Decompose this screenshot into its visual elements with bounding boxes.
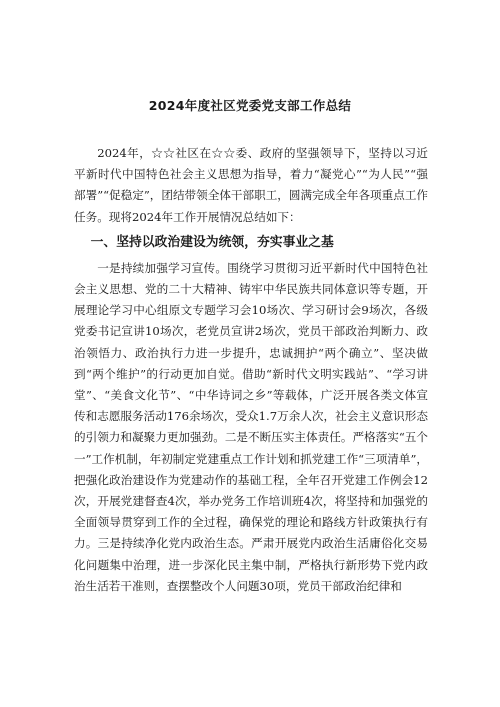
- document-title: 2024年度社区党委党支部工作总结: [148, 98, 352, 113]
- section-1-paragraph: 一是持续加强学习宣传。围绕学习贯彻习近平新时代中国特色社会主义思想、党的二十大精神、铸牢中华民族共同体意识等专题，开展理论学习中心组原文专题学习会10场次、学习研讨会9场次，各级党委书记宣讲10场次，老党员宣讲2场次，党员干部政治判断力、政治领悟力、政治执行力进一步提升，忠诚拥护“两个确立”、坚决做到“两个维护”的行动更加自觉。借助“新时代文明实践站”、“学习讲堂”、“美食文化节”、“中华诗词之乡”等载体，广泛开展各类文体宣传和志愿服务活动176余场次，受众1.7万余人次，社会主义意识形态的引领力和凝聚力更加强劲。二是不断压实主体责任。严格落实“五个一”工作机制，年初制定党建重点工作计划和抓党建工作“三项清单”，把强化政治建设作为党建动作的基础工程，全年召开党建工作例会12次，开展党建督查4次，举办党务工作培训班4次，将坚持和加强党的全面领导贯穿到工作的全过程，确保党的理论和路线方针政策执行有力。三是持续净化党内政治生态。严肃开展党内政治生活庸俗化交易化问题集中治理，进一步深化民主集中制，严格执行新形势下党内政治生活若干准则，查摆整改个人问题30项，党员干部政治纪律和: [74, 260, 429, 593]
- document-body: [74, 143, 428, 597]
- intro-paragraph: 2024年，☆☆社区在☆☆委、政府的坚强领导下，坚持以习近平新时代中国特色社会主义思想为指导，着力“凝党心”“为人民”“强部署”“促稳定”，团结带领全体干部职工，圆满完成全年各项重点工作任务。现将2024年工作开展情况总结如下：: [74, 146, 429, 224]
- section-heading-1: 一、坚持以政治建设为统领，夯实事业之基: [90, 234, 334, 250]
